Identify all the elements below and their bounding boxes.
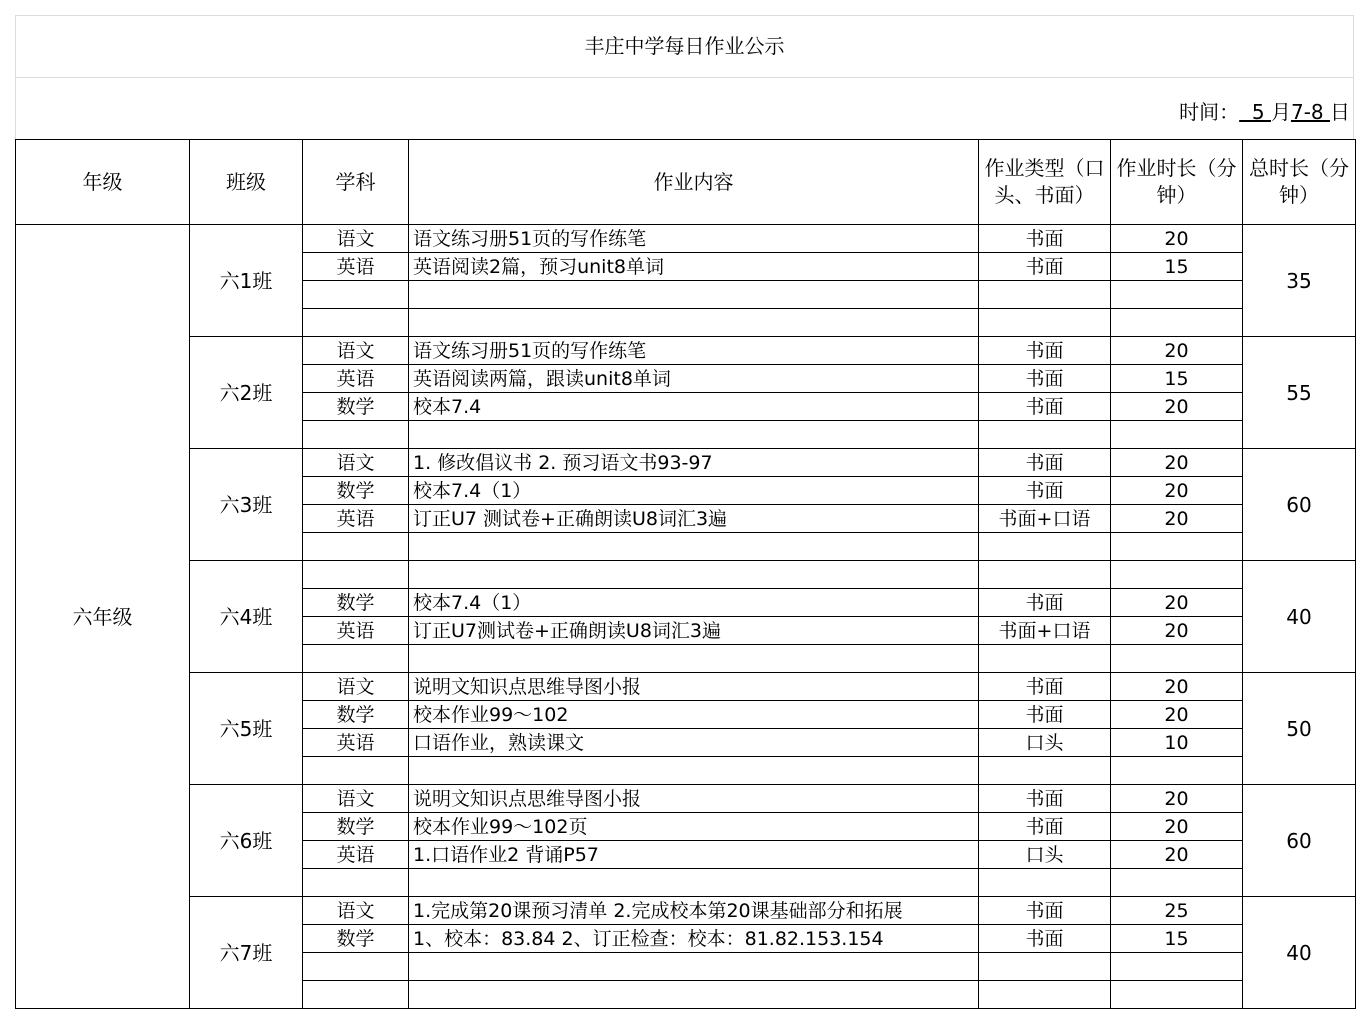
content-cell[interactable]: 英语阅读2篇，预习unit8单词 (409, 253, 979, 281)
content-cell[interactable] (409, 533, 979, 561)
class-cell[interactable]: 六5班 (190, 673, 303, 785)
class-cell[interactable]: 六3班 (190, 449, 303, 561)
type-cell[interactable]: 书面 (979, 925, 1111, 953)
minutes-cell[interactable]: 20 (1111, 393, 1243, 421)
content-cell[interactable]: 英语阅读两篇，跟读unit8单词 (409, 365, 979, 393)
type-cell[interactable]: 书面 (979, 785, 1111, 813)
content-cell[interactable]: 说明文知识点思维导图小报 (409, 785, 979, 813)
type-cell[interactable] (979, 869, 1111, 897)
minutes-cell[interactable] (1111, 981, 1243, 1009)
type-cell[interactable]: 书面+口语 (979, 505, 1111, 533)
type-cell[interactable] (979, 309, 1111, 337)
date-month-label: 月 (1270, 100, 1291, 124)
minutes-cell[interactable]: 15 (1111, 365, 1243, 393)
date-day: 7-8 (1290, 100, 1330, 124)
date-cell[interactable] (15, 77, 1354, 139)
header-content[interactable]: 作业内容 (409, 140, 979, 225)
header-type[interactable]: 作业类型（口头、书面） (979, 140, 1111, 225)
subject-cell[interactable] (303, 561, 409, 589)
header-row (16, 140, 1356, 225)
minutes-cell[interactable]: 20 (1111, 589, 1243, 617)
subject-cell[interactable]: 英语 (303, 253, 409, 281)
subject-cell[interactable]: 语文 (303, 449, 409, 477)
type-cell[interactable] (979, 561, 1111, 589)
content-cell[interactable] (409, 421, 979, 449)
minutes-cell[interactable] (1111, 281, 1243, 309)
table-row (16, 561, 1356, 589)
type-cell[interactable]: 口头 (979, 729, 1111, 757)
minutes-cell[interactable]: 20 (1111, 701, 1243, 729)
content-cell[interactable] (409, 953, 979, 981)
class-cell[interactable]: 六1班 (190, 225, 303, 337)
date-prefix: 时间： (1179, 100, 1240, 124)
sheet-title: 丰庄中学每日作业公示 (584, 34, 785, 58)
minutes-cell[interactable] (1111, 533, 1243, 561)
subject-cell[interactable]: 英语 (303, 841, 409, 869)
date-month: 5 (1239, 100, 1271, 124)
class-cell[interactable]: 六6班 (190, 785, 303, 897)
type-cell[interactable] (979, 533, 1111, 561)
header-class[interactable]: 班级 (190, 140, 303, 225)
content-cell[interactable]: 语文练习册51页的写作练笔 (409, 225, 979, 253)
minutes-cell[interactable] (1111, 309, 1243, 337)
content-cell[interactable]: 校本作业99～102页 (409, 813, 979, 841)
content-cell[interactable]: 订正U7 测试卷+正确朗读U8词汇3遍 (409, 505, 979, 533)
type-cell[interactable]: 书面 (979, 589, 1111, 617)
type-cell[interactable] (979, 981, 1111, 1009)
table-row (16, 897, 1356, 925)
header-minutes[interactable]: 作业时长（分钟） (1111, 140, 1243, 225)
subject-cell[interactable]: 英语 (303, 365, 409, 393)
content-cell[interactable] (409, 981, 979, 1009)
minutes-cell[interactable]: 15 (1111, 925, 1243, 953)
type-cell[interactable] (979, 757, 1111, 785)
class-cell[interactable]: 六4班 (190, 561, 303, 673)
subject-cell[interactable]: 数学 (303, 477, 409, 505)
subject-cell[interactable] (303, 281, 409, 309)
minutes-cell[interactable]: 20 (1111, 477, 1243, 505)
total-cell[interactable]: 40 (1243, 897, 1356, 1009)
table-row (16, 673, 1356, 701)
content-cell[interactable] (409, 757, 979, 785)
subject-cell[interactable]: 数学 (303, 589, 409, 617)
subject-cell[interactable] (303, 757, 409, 785)
content-cell[interactable]: 订正U7测试卷+正确朗读U8词汇3遍 (409, 617, 979, 645)
content-cell[interactable]: 1、校本：83.84 2、订正检查：校本：81.82.153.154 (409, 925, 979, 953)
minutes-cell[interactable]: 20 (1111, 449, 1243, 477)
date-day-label: 日 (1330, 100, 1350, 124)
content-cell[interactable]: 校本7.4（1） (409, 477, 979, 505)
type-cell[interactable]: 书面 (979, 225, 1111, 253)
content-cell[interactable] (409, 645, 979, 673)
minutes-cell[interactable]: 20 (1111, 505, 1243, 533)
total-cell[interactable]: 55 (1243, 337, 1356, 449)
minutes-cell[interactable]: 20 (1111, 617, 1243, 645)
total-cell[interactable]: 35 (1243, 225, 1356, 337)
table-row (16, 785, 1356, 813)
content-cell[interactable]: 1.完成第20课预习清单 2.完成校本第20课基础部分和拓展 (409, 897, 979, 925)
type-cell[interactable]: 书面 (979, 365, 1111, 393)
content-cell[interactable]: 口语作业，熟读课文 (409, 729, 979, 757)
type-cell[interactable]: 书面+口语 (979, 617, 1111, 645)
minutes-cell[interactable] (1111, 645, 1243, 673)
subject-cell[interactable]: 语文 (303, 225, 409, 253)
grade-cell[interactable]: 六年级 (16, 225, 190, 1009)
type-cell[interactable]: 书面 (979, 673, 1111, 701)
subject-cell[interactable]: 英语 (303, 729, 409, 757)
minutes-cell[interactable]: 25 (1111, 897, 1243, 925)
minutes-cell[interactable] (1111, 869, 1243, 897)
type-cell[interactable] (979, 281, 1111, 309)
subject-cell[interactable]: 数学 (303, 925, 409, 953)
content-cell[interactable]: 说明文知识点思维导图小报 (409, 673, 979, 701)
header-grade[interactable]: 年级 (16, 140, 190, 225)
minutes-cell[interactable]: 20 (1111, 785, 1243, 813)
type-cell[interactable] (979, 953, 1111, 981)
minutes-cell[interactable] (1111, 757, 1243, 785)
type-cell[interactable]: 书面 (979, 337, 1111, 365)
subject-cell[interactable] (303, 869, 409, 897)
type-cell[interactable]: 书面 (979, 813, 1111, 841)
type-cell[interactable]: 书面 (979, 393, 1111, 421)
subject-cell[interactable]: 英语 (303, 617, 409, 645)
homework-table (15, 139, 1356, 1009)
type-cell[interactable]: 口头 (979, 841, 1111, 869)
minutes-cell[interactable]: 10 (1111, 729, 1243, 757)
minutes-cell[interactable] (1111, 561, 1243, 589)
subject-cell[interactable]: 英语 (303, 505, 409, 533)
minutes-cell[interactable]: 20 (1111, 337, 1243, 365)
minutes-cell[interactable]: 15 (1111, 253, 1243, 281)
subject-cell[interactable] (303, 645, 409, 673)
total-cell[interactable]: 50 (1243, 673, 1356, 785)
minutes-cell[interactable]: 20 (1111, 225, 1243, 253)
type-cell[interactable]: 书面 (979, 897, 1111, 925)
subject-cell[interactable]: 数学 (303, 813, 409, 841)
content-cell[interactable] (409, 869, 979, 897)
total-cell[interactable]: 60 (1243, 449, 1356, 561)
date-line (1179, 96, 1350, 125)
minutes-cell[interactable]: 20 (1111, 813, 1243, 841)
content-cell[interactable] (409, 281, 979, 309)
content-cell[interactable]: 校本7.4（1） (409, 589, 979, 617)
subject-cell[interactable]: 数学 (303, 393, 409, 421)
subject-cell[interactable] (303, 981, 409, 1009)
subject-cell[interactable]: 语文 (303, 673, 409, 701)
type-cell[interactable] (979, 645, 1111, 673)
subject-cell[interactable] (303, 309, 409, 337)
minutes-cell[interactable] (1111, 953, 1243, 981)
subject-cell[interactable] (303, 533, 409, 561)
minutes-cell[interactable]: 20 (1111, 673, 1243, 701)
header-subject[interactable]: 学科 (303, 140, 409, 225)
content-cell[interactable]: 校本7.4 (409, 393, 979, 421)
table-row (16, 449, 1356, 477)
type-cell[interactable] (979, 421, 1111, 449)
type-cell[interactable]: 书面 (979, 253, 1111, 281)
content-cell[interactable]: 校本作业99～102 (409, 701, 979, 729)
content-cell[interactable]: 1.口语作业2 背诵P57 (409, 841, 979, 869)
subject-cell[interactable]: 语文 (303, 785, 409, 813)
type-cell[interactable]: 书面 (979, 701, 1111, 729)
header-total[interactable]: 总时长（分钟） (1243, 140, 1356, 225)
total-cell[interactable]: 40 (1243, 561, 1356, 673)
content-cell[interactable] (409, 309, 979, 337)
type-cell[interactable]: 书面 (979, 477, 1111, 505)
minutes-cell[interactable] (1111, 421, 1243, 449)
content-cell[interactable]: 1. 修改倡议书 2. 预习语文书93-97 (409, 449, 979, 477)
class-cell[interactable]: 六7班 (190, 897, 303, 1009)
type-cell[interactable]: 书面 (979, 449, 1111, 477)
minutes-cell[interactable]: 20 (1111, 841, 1243, 869)
content-cell[interactable] (409, 561, 979, 589)
subject-cell[interactable]: 语文 (303, 337, 409, 365)
class-cell[interactable]: 六2班 (190, 337, 303, 449)
content-cell[interactable]: 语文练习册51页的写作练笔 (409, 337, 979, 365)
subject-cell[interactable]: 语文 (303, 897, 409, 925)
subject-cell[interactable]: 数学 (303, 701, 409, 729)
table-row (16, 225, 1356, 253)
subject-cell[interactable] (303, 953, 409, 981)
table-row (16, 337, 1356, 365)
total-cell[interactable]: 60 (1243, 785, 1356, 897)
subject-cell[interactable] (303, 421, 409, 449)
